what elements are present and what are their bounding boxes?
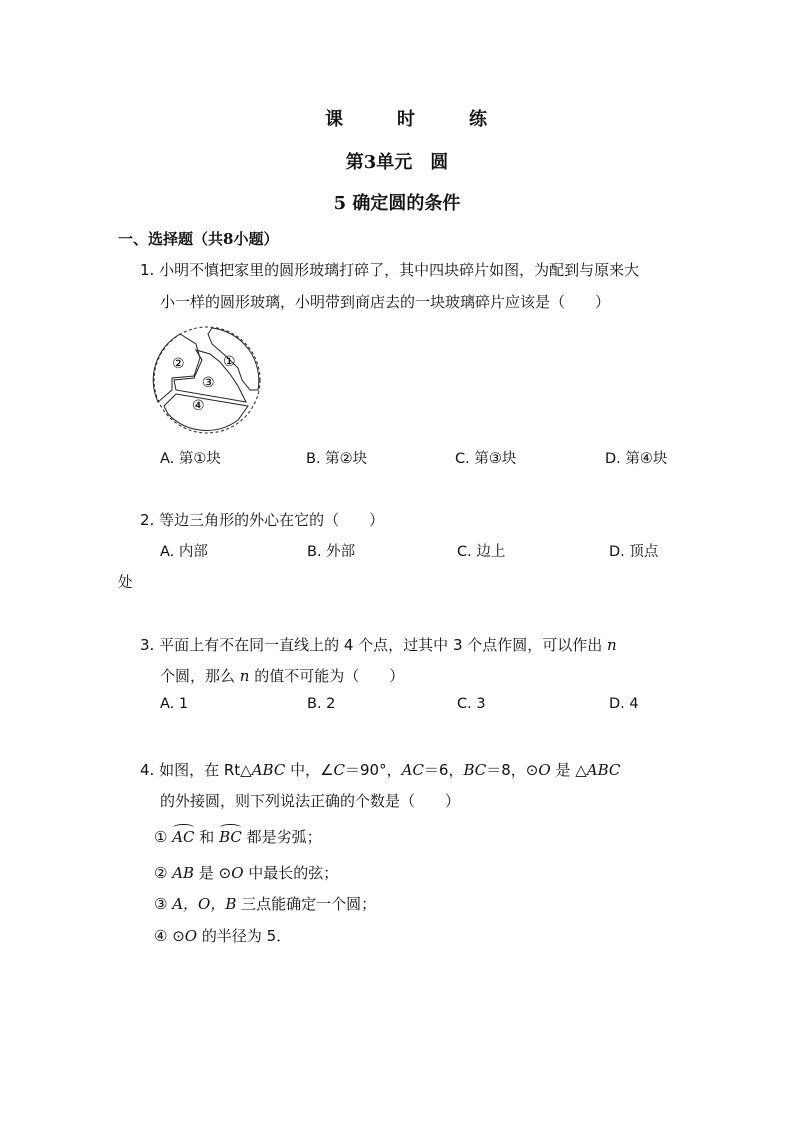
- q4-triangle-abc-2: ABC: [586, 761, 621, 779]
- q4-statement-4: [154, 925, 291, 946]
- lesson-title: 5 确定圆的条件: [333, 193, 461, 214]
- worksheet-title: 课 时 练: [325, 109, 505, 130]
- q4-arc-bc: BC: [219, 828, 242, 846]
- q3-var-n-2: n: [239, 667, 250, 685]
- q4-s1-tail: 都是劣弧；: [241, 828, 322, 846]
- fig-label-4: ④: [192, 398, 205, 414]
- q4-s2-tail: 中最长的弦；: [243, 864, 339, 882]
- q4-s4-num: ④ ⊙: [154, 927, 185, 945]
- q3-line2: [160, 665, 404, 686]
- q4-statement-2: [154, 862, 338, 883]
- q3-option-b: B. 2: [307, 696, 336, 712]
- q3-line1: [140, 634, 617, 655]
- q4-text-d: ＝6，: [423, 761, 464, 779]
- q4-circle-symbol: ⊙: [525, 761, 539, 779]
- q4-angle-c: C: [333, 761, 346, 779]
- q4-text-e: ＝8，: [486, 761, 526, 779]
- q3-text-line2-b: 的值不可能为（ ）: [249, 667, 405, 685]
- q2-option-c: C. 边上: [457, 544, 506, 560]
- q4-s3-num: ③: [154, 895, 173, 913]
- q3-text-line2-a: 个圆，那么: [160, 667, 240, 685]
- q4-statement-3: [154, 893, 376, 914]
- q1-line1: 1. 小明不慎把家里的圆形玻璃打碎了，其中四块碎片如图，为配到与原来大: [140, 261, 640, 279]
- q2-option-d-wrap: 处: [118, 575, 133, 591]
- q3-number-3: 3: [452, 636, 463, 654]
- q4-text-b: 中，∠: [285, 761, 334, 779]
- q3-option-a: A. 1: [160, 696, 189, 712]
- q4-point-o: O: [538, 761, 551, 779]
- fig-label-3: ③: [202, 375, 215, 391]
- q4-text-a: 4. 如图，在 Rt△: [140, 761, 252, 779]
- q3-option-d: D. 4: [609, 696, 639, 712]
- q2-option-d: D. 顶点: [609, 544, 659, 560]
- q4-s4-o: O: [184, 927, 198, 945]
- q4-s1-and: 和: [194, 828, 220, 846]
- q3-number-4: 4: [343, 636, 354, 654]
- q4-text-f: 是 △: [550, 761, 587, 779]
- q4-chord-ab: AB: [172, 864, 195, 882]
- q4-points-aob: A，O，B: [172, 895, 237, 913]
- q1-line2: 小一样的圆形玻璃，小明带到商店去的一块玻璃碎片应该是（ ）: [160, 293, 611, 311]
- q4-s3-tail: 三点能确定一个圆；: [236, 895, 377, 913]
- q4-side-bc: BC: [463, 761, 487, 779]
- q3-text-c: 个点，过其中: [353, 636, 453, 654]
- q3-option-c: C. 3: [457, 696, 486, 712]
- fig-label-1: ①: [223, 354, 236, 370]
- fig-label-2: ②: [172, 356, 185, 372]
- q2-option-a: A. 内部: [160, 544, 208, 560]
- q1-option-c: C. 第③块: [455, 451, 517, 467]
- q1-option-a: A. 第①块: [160, 451, 221, 467]
- q1-option-b: B. 第②块: [306, 451, 368, 467]
- q4-triangle-abc: ABC: [251, 761, 286, 779]
- q3-text-e: 个点作圆，可以作出: [462, 636, 608, 654]
- q4-s4-tail: 的半径为 5．: [197, 927, 292, 945]
- q3-text-a: 3. 平面上有不在同一直线上的: [140, 636, 344, 654]
- q4-s1-num: ①: [154, 828, 173, 846]
- q1-option-d: D. 第④块: [605, 451, 668, 467]
- q2-option-b: B. 外部: [307, 544, 356, 560]
- q4-s2-num: ②: [154, 864, 173, 882]
- q4-line1: [140, 759, 620, 780]
- q4-s2-o: O: [231, 864, 244, 882]
- q4-statement-1: [154, 826, 322, 847]
- broken-glass-figure: [150, 324, 265, 439]
- q4-line2: 的外接圆，则下列说法正确的个数是（ ）: [160, 792, 461, 810]
- section-heading: 一、选择题（共8小题）: [118, 230, 279, 248]
- unit-title: 第3单元 圆: [345, 152, 449, 173]
- q4-side-ac: AC: [401, 761, 424, 779]
- q4-arc-ac: AC: [172, 828, 195, 846]
- q3-var-n: n: [607, 636, 617, 654]
- q4-text-c: ＝90°，: [345, 761, 402, 779]
- q2-line1: 2. 等边三角形的外心在它的（ ）: [140, 511, 385, 529]
- q4-s2-mid: 是 ⊙: [194, 864, 232, 882]
